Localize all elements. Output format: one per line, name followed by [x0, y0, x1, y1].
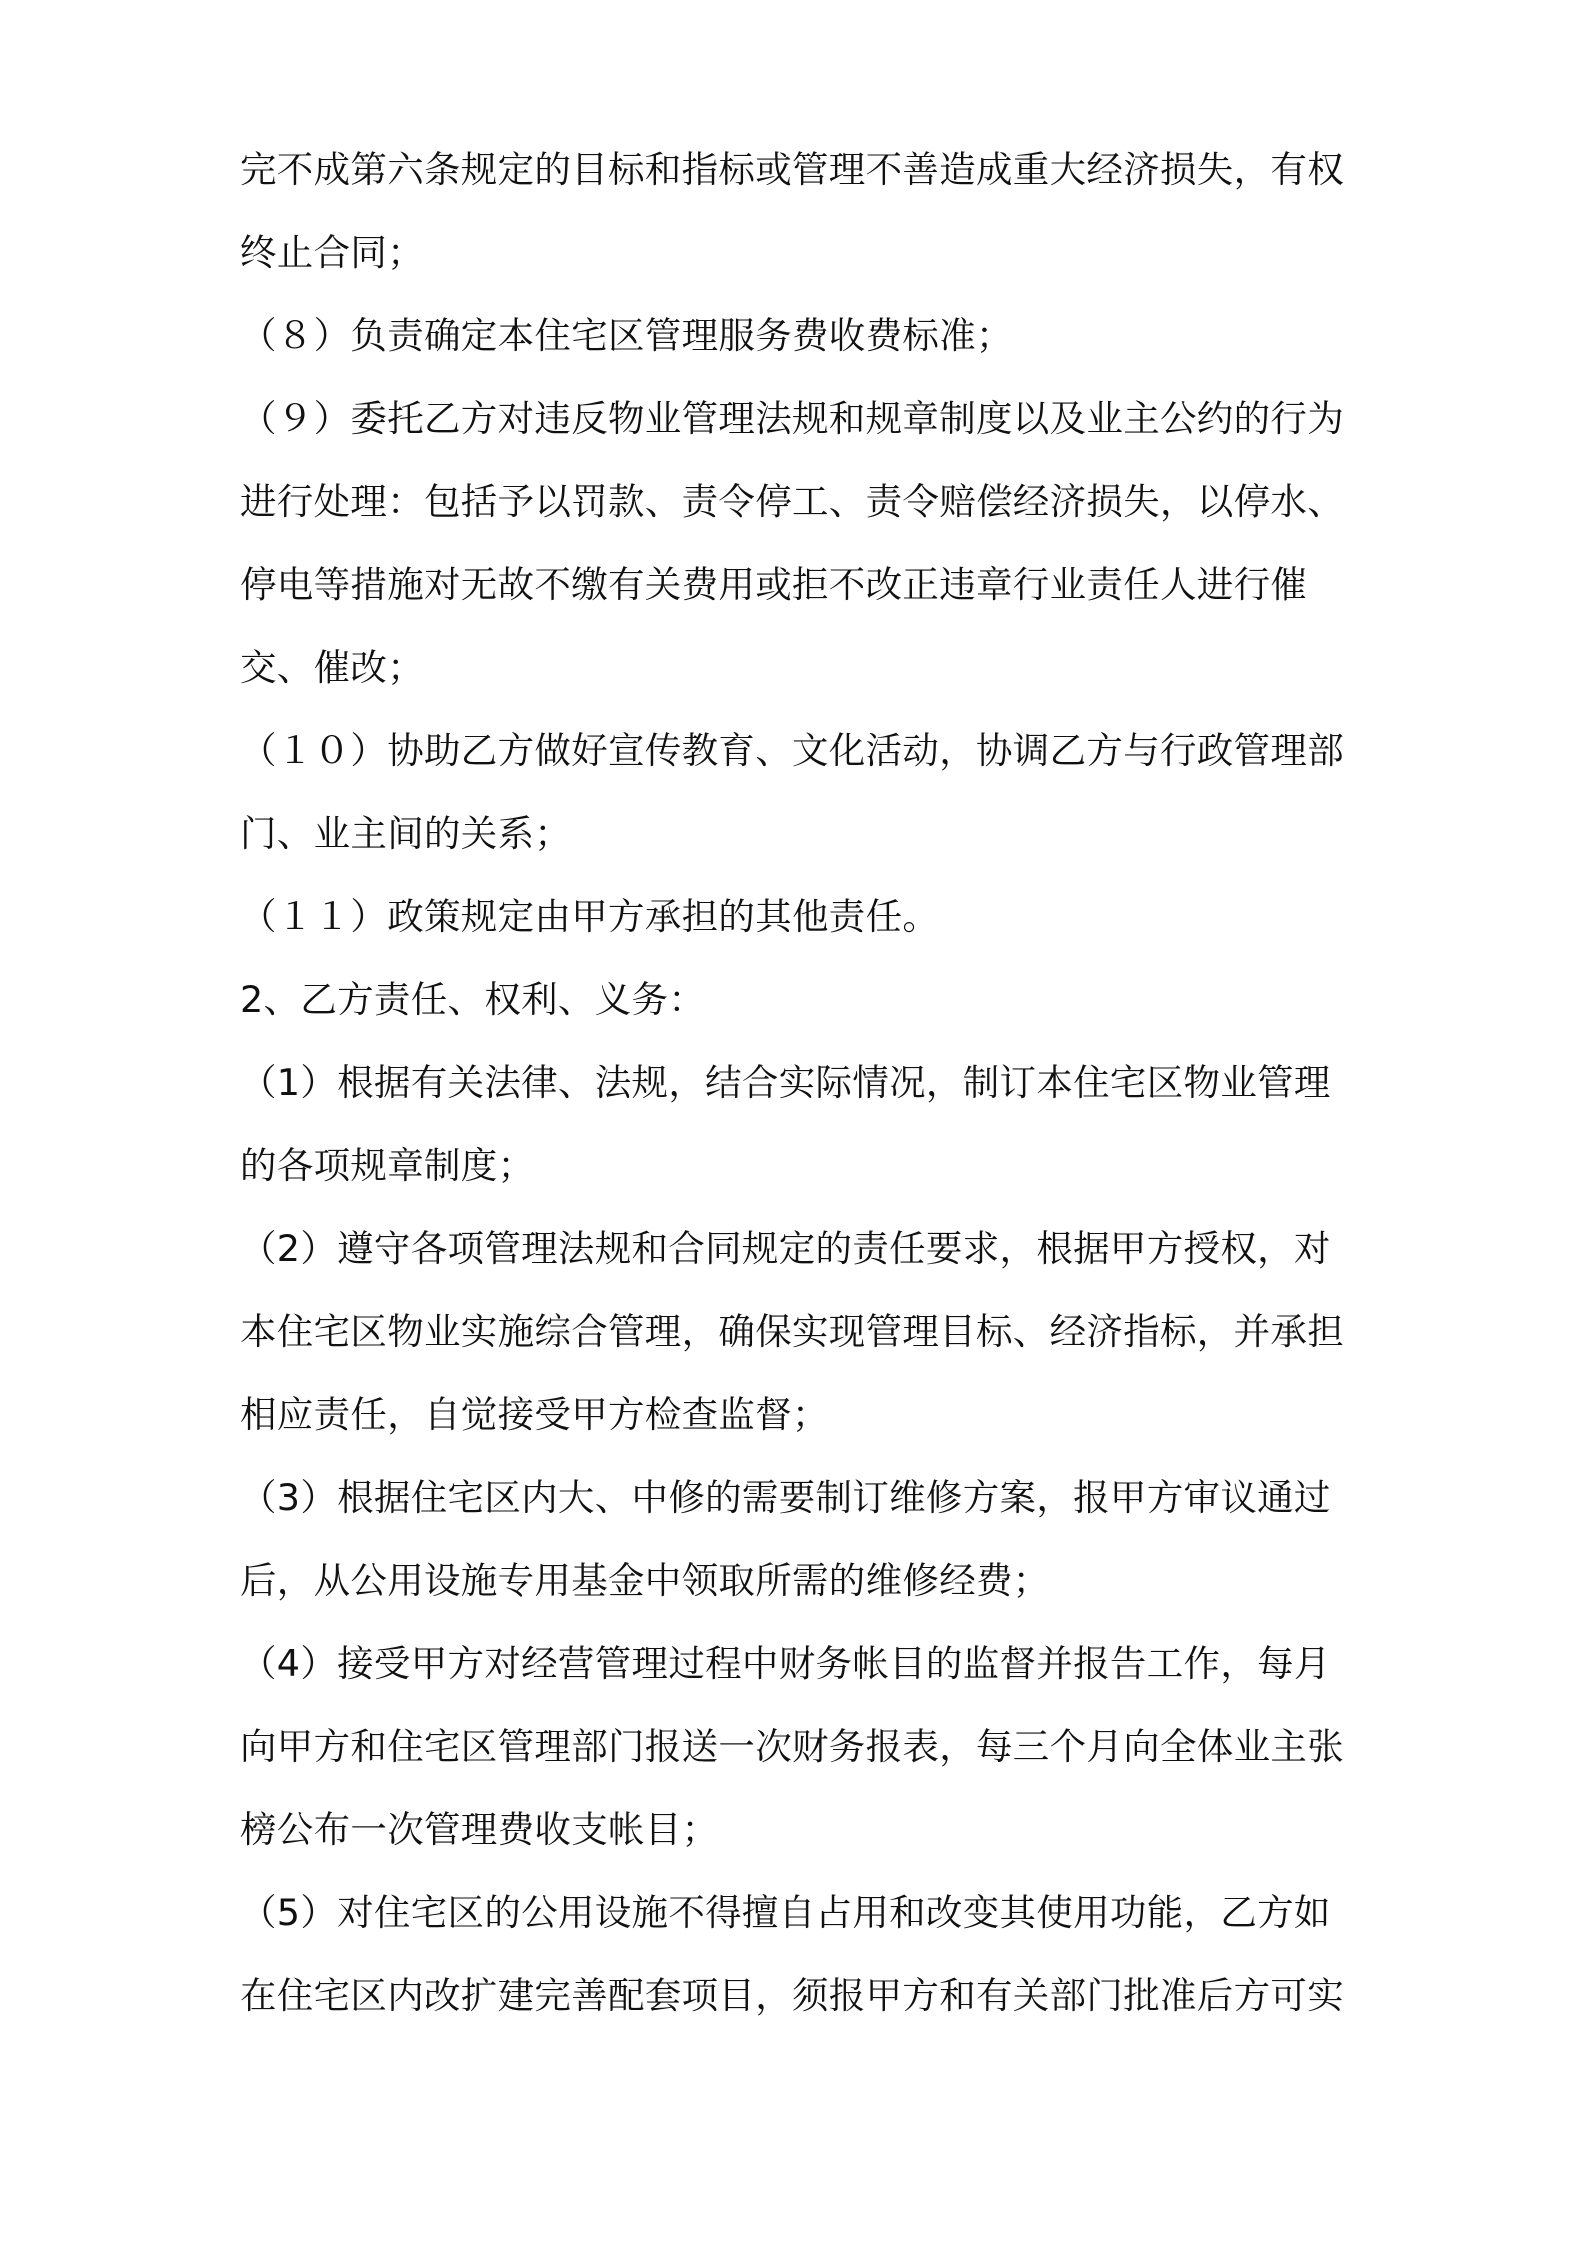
- text-line: （3）根据住宅区内大、中修的需要制订维修方案，报甲方审议通过: [240, 1476, 1331, 1519]
- text-line: （4）接受甲方对经营管理过程中财务帐目的监督并报告工作，每月: [240, 1642, 1331, 1685]
- text-line: 终止合同；: [240, 231, 424, 274]
- text-line: 门、业主间的关系；: [240, 812, 572, 855]
- text-line: 进行处理：包括予以罚款、责令停工、责令赔偿经济损失，以停水、: [240, 480, 1344, 523]
- text-line: （1）根据有关法律、法规，结合实际情况，制订本住宅区物业管理: [240, 1061, 1331, 1104]
- text-line: （2）遵守各项管理法规和合同规定的责任要求，根据甲方授权，对: [240, 1227, 1331, 1270]
- text-line: 相应责任，自觉接受甲方检查监督；: [240, 1393, 829, 1436]
- text-line: 停电等措施对无故不缴有关费用或拒不改正违章行业责任人进行催: [240, 563, 1308, 606]
- text-line: 交、催改；: [240, 646, 424, 689]
- text-line: 的各项规章制度；: [240, 1144, 535, 1187]
- text-line: 在住宅区内改扩建完善配套项目，须报甲方和有关部门批准后方可实: [240, 1974, 1344, 2017]
- text-line: （８）负责确定本住宅区管理服务费收费标准；: [240, 314, 1013, 357]
- text-line: （１０）协助乙方做好宣传教育、文化活动，协调乙方与行政管理部: [240, 729, 1344, 772]
- contract-body-text: [240, 128, 1360, 2037]
- text-line: 榜公布一次管理费收支帐目；: [240, 1808, 719, 1851]
- text-line: （5）对住宅区的公用设施不得擅自占用和改变其使用功能，乙方如: [240, 1891, 1331, 1934]
- text-line: 完不成第六条规定的目标和指标或管理不善造成重大经济损失，有权: [240, 148, 1344, 191]
- text-line: （９）委托乙方对违反物业管理法规和规章制度以及业主公约的行为: [240, 397, 1344, 440]
- text-line: 后，从公用设施专用基金中领取所需的维修经费；: [240, 1559, 1050, 1602]
- section-heading: 2、乙方责任、权利、义务：: [240, 978, 706, 1021]
- text-line: 向甲方和住宅区管理部门报送一次财务报表，每三个月向全体业主张: [240, 1725, 1344, 1768]
- text-line: （１１）政策规定由甲方承担的其他责任。: [240, 895, 940, 938]
- text-line: 本住宅区物业实施综合管理，确保实现管理目标、经济指标，并承担: [240, 1310, 1344, 1353]
